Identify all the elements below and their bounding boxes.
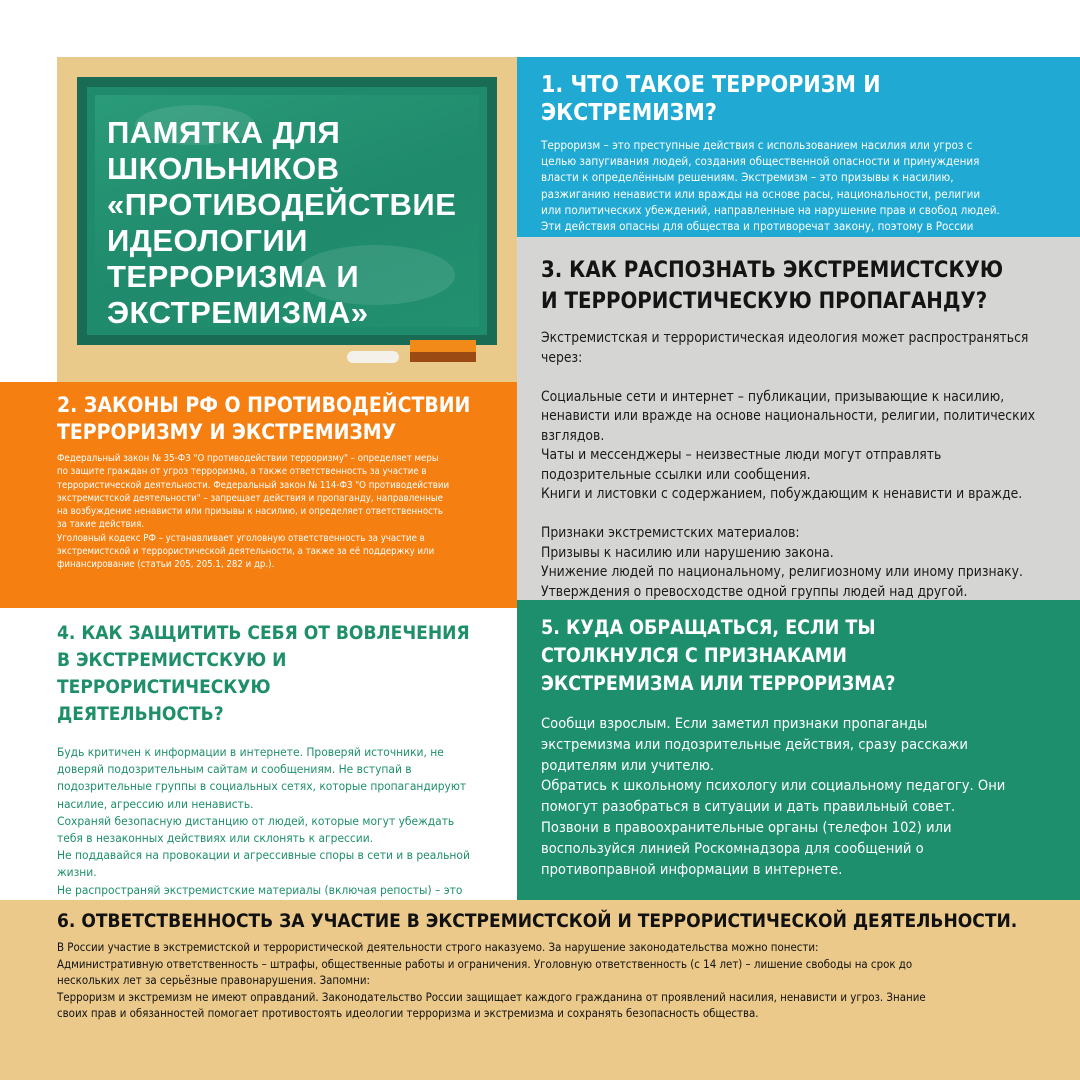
section-where-to-report xyxy=(517,600,1080,900)
chalkboard-surface xyxy=(95,95,479,330)
section-laws xyxy=(0,382,517,608)
page-title: ПАМЯТКА ДЛЯ ШКОЛЬНИКОВ «ПРОТИВОДЕЙСТВИЕ ИДЕОЛОГИИ ТЕРРОРИЗМА И ЭКСТРЕМИЗМА» xyxy=(107,115,457,330)
hero-panel xyxy=(57,57,517,382)
section-3-heading: 3. КАК РАСПОЗНАТЬ ЭКСТРЕМИСТСКУЮ И ТЕРРОРИСТИЧЕСКУЮ ПРОПАГАНДУ? xyxy=(541,258,1004,314)
chalkboard xyxy=(77,77,497,345)
eraser-icon xyxy=(410,340,476,362)
section-6-text: В России участие в экстремистской и террористической деятельности строго наказуемо. За нарушение законодательства можно понести: Административную ответственность – штрафы, общественные работы и ограничения. Уголовную ответственность (с 14 лет) – лишение свободы на срок до нескольких лет за серьёзные правонарушения. Запомни: Терроризм и экстремизм не имеют оправданий. Законодательство России защищает каждого гражданина от проявлений насилия, ненависти и угроз. Знание своих прав и обязанностей помогает противостоять идеологии терроризма и экстремизма и сохранять безопасность общества. xyxy=(57,940,926,1021)
chalk-icon xyxy=(347,351,399,363)
section-1-heading: 1. ЧТО ТАКОЕ ТЕРРОРИЗМ И ЭКСТРЕМИЗМ? xyxy=(541,72,881,126)
section-recognize-propaganda xyxy=(517,237,1080,600)
section-4-heading: 4. КАК ЗАЩИТИТЬ СЕБЯ ОТ ВОВЛЕЧЕНИЯ В ЭКСТРЕМИСТСКУЮ И ТЕРРОРИСТИЧЕСКУЮ ДЕЯТЕЛЬНОСТЬ? xyxy=(57,622,470,725)
section-6-heading: 6. ОТВЕТСТВЕННОСТЬ ЗА УЧАСТИЕ В ЭКСТРЕМИСТСКОЙ И ТЕРРОРИСТИЧЕСКОЙ ДЕЯТЕЛЬНОСТИ. xyxy=(57,910,1018,932)
section-what-is-terrorism xyxy=(517,57,1080,237)
section-5-heading: 5. КУДА ОБРАЩАТЬСЯ, ЕСЛИ ТЫ СТОЛКНУЛСЯ С ПРИЗНАКАМИ ЭКСТРЕМИЗМА ИЛИ ТЕРРОРИЗМА? xyxy=(541,616,896,695)
section-protect-yourself xyxy=(0,608,517,900)
section-2-heading: 2. ЗАКОНЫ РФ О ПРОТИВОДЕЙСТВИИ ТЕРРОРИЗМУ И ЭКСТРЕМИЗМУ xyxy=(57,393,471,444)
section-2-text: Федеральный закон № 35-ФЗ "О противодействии терроризму" – определяет меры по защите граждан от угроз терроризма, а также ответственность за участие в террористической деятельности. Федеральный закон № 114-ФЗ "О противодействии экстремистской деятельности" – запрещает действия и пропаганду, направленные на возбуждение ненависти или призывы к насилию, и определяет ответственность за такие действия. Уголовный кодекс РФ – устанавливает уголовную ответственность за участие в экстремистской и террористической деятельности, а также за её поддержку или финансирование (статьи 205, 205.1, 282 и др.). xyxy=(57,453,450,571)
section-5-text: Сообщи взрослым. Если заметил признаки пропаганды экстремизма или подозрительные действия, сразу расскажи родителям или учителю. Обратись к школьному психологу или социальному педагогу. Они помогут разобраться в ситуации и дать правильный совет. Позвони в правоохранительные органы (телефон 102) или воспользуйся линией Роскомнадзора для сообщений о противоправной информации в интернете. xyxy=(541,715,1006,878)
section-responsibility xyxy=(0,900,1080,1080)
section-1-text: Терроризм – это преступные действия с использованием насилия или угроз с целью запугивания людей, создания общественной опасности и принуждения власти к определённым решениям. Экстремизм – это призывы к насилию, разжиганию ненависти или вражды на основе расы, национальности, религии или политических убеждений, направленные на нарушение прав и свобод людей. Эти действия опасны для общества и противоречат закону, поэтому в России xyxy=(541,138,1000,234)
section-3-text: Экстремистская и террористическая идеология может распространяться через: Социальные сети и интернет – публикации, призывающие к насилию, ненависти или вражде на основе национальности, религии, политических взглядов. Чаты и мессенджеры – неизвестные люди могут отправлять подозрительные ссылки или сообщения. Книги и листовки с содержанием, побуждающим к ненависти и вражде. Признаки экстремистских материалов: Призывы к насилию или нарушению закона. Унижение людей по национальному, религиозному или иному признаку. Утверждения о превосходстве одной группы людей над другой. xyxy=(541,330,1036,600)
section-4-text: Будь критичен к информации в интернете. Проверяй источники, не доверяй подозрительным сайтам и сообщениям. Не вступай в подозрительные группы в социальных сетях, которые пропагандируют насилие, агрессию или ненависть. Сохраняй безопасную дистанцию от людей, которые могут убеждать тебя в незаконных действиях или склонять к агрессии. Не поддавайся на провокации и агрессивные споры в сети и в реальной жизни. Не распространяй экстремистские материалы (включая репосты) – это xyxy=(57,745,470,897)
